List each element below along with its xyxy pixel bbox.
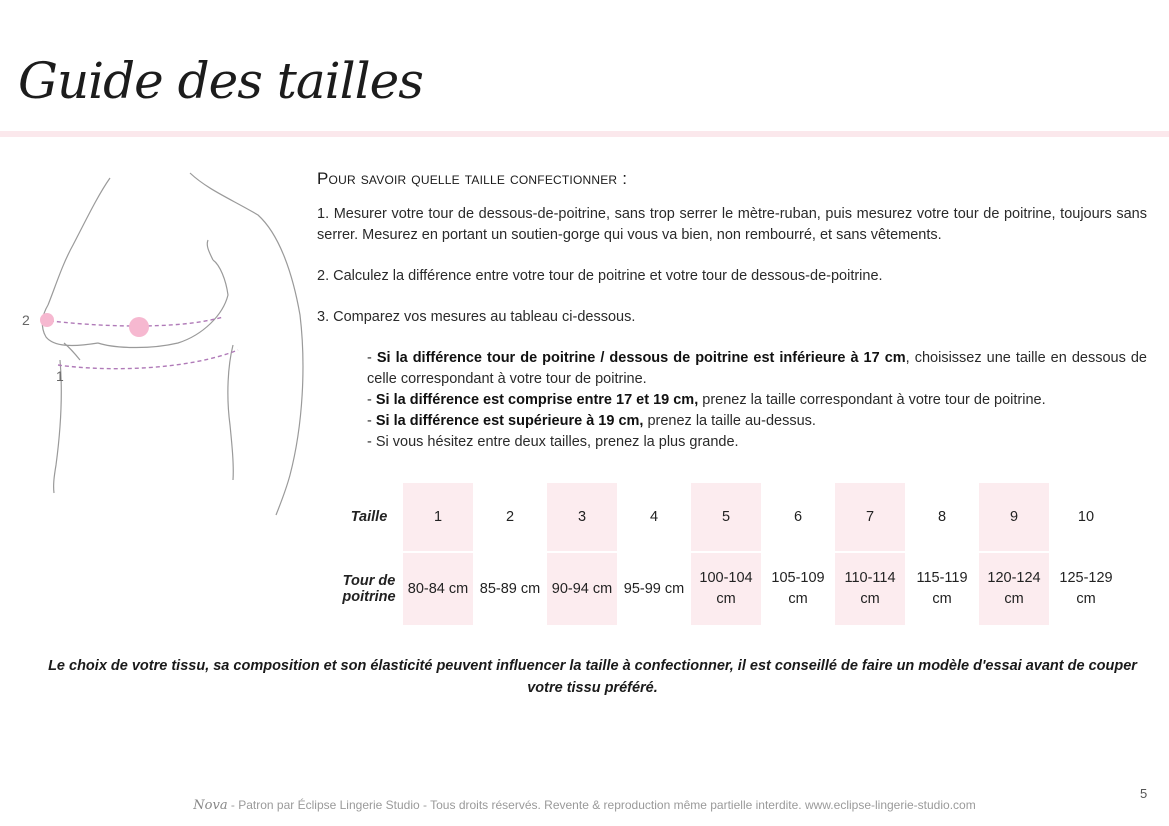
tip-item [367,432,1147,453]
size-cell: 6 [793,508,803,525]
tip-bold: Si la différence est supérieure à 19 cm, [375,413,644,429]
step-2: 2. Calculez la différence entre votre tour de poitrine et votre tour de dessous-de-poitrine. [317,268,883,284]
size-cell: 5 [691,483,761,551]
bust-cell: 115-119 cm [907,551,977,625]
underbust-line [58,350,238,369]
size-table [335,483,1123,625]
size-cell: 8 [937,508,947,525]
bust-cell: 95-99 cm [619,551,689,625]
size-cell: 10 [1077,508,1095,525]
size-cell: 1 [403,483,473,551]
label-bust: 2 [22,312,30,328]
bust-cell: 110-114 cm [835,551,905,625]
tip-prefix: - [367,392,376,408]
bust-cell: 120-124 cm [979,551,1049,625]
bust-marker-left [40,313,54,327]
footer-brand: Nova [193,798,228,813]
size-cell: 2 [505,508,515,525]
tip-text: prenez la taille correspondant à votre tour de poitrine. [698,392,1046,408]
title-divider [0,131,1169,137]
instructions [317,168,1147,453]
tip-item [367,348,1147,390]
bust-cell: 90-94 cm [547,551,617,625]
row-label-bust: Tour de poitrine [337,551,401,625]
fabric-note: Le choix de votre tissu, sa composition et son élasticité peuvent influencer la taille à confectionner, il est conseillé de faire un modèle d'essai avant de couper votre tissu préféré. [48,658,1137,696]
page-number: 5 [1140,786,1148,801]
bust-cell: 105-109 cm [763,551,833,625]
bust-cell: 125-129 cm [1051,551,1121,625]
tip-item [367,411,1147,432]
torso-illustration [18,165,318,525]
tip-bold: Si la différence tour de poitrine / dessous de poitrine est inférieure à 17 cm [376,350,906,366]
tip-text: , choisissez une taille en dessous de celle correspondant à votre tour de poitrine. [367,350,1147,387]
size-cell: 9 [979,483,1049,551]
tip-prefix: - [367,413,376,429]
tip-bold: Si la différence est comprise entre 17 et 19 cm, [375,392,699,408]
page-title: Guide des tailles [18,52,423,110]
table-row-bust [337,551,1121,625]
bust-cell: 85-89 cm [475,551,545,625]
bust-cell: 100-104 cm [691,551,761,625]
step-1: 1. Mesurer votre tour de dessous-de-poitrine, sans trop serrer le mètre-ruban, puis mesurez votre tour de poitrine, toujours sans serrer. Mesurez en portant un soutien-gorge qui vous va bien, non rembourré, et sans vêtements. [317,206,1147,243]
size-cell: 7 [835,483,905,551]
tip-item [367,390,1147,411]
footer [0,798,1169,813]
label-underbust: 1 [56,368,64,384]
tip-prefix: - [367,350,377,366]
measurement-figure [18,165,318,525]
instructions-heading: Pour savoir quelle taille confectionner : [317,169,628,188]
bust-marker-right [129,317,149,337]
table-row-sizes [337,483,1121,551]
size-cell: 3 [547,483,617,551]
tip-text: - Si vous hésitez entre deux tailles, prenez la plus grande. [367,434,739,450]
size-cell: 4 [649,508,659,525]
row-label-size: Taille [350,509,388,525]
tips-list [367,348,1147,453]
step-3: 3. Comparez vos mesures au tableau ci-dessous. [317,309,636,325]
tip-text: prenez la taille au-dessus. [643,413,816,429]
bust-cell: 80-84 cm [403,551,473,625]
footer-text: - Patron par Éclipse Lingerie Studio - Tous droits réservés. Revente & reproduction même partielle interdite. www.eclipse-lingerie-studio.com [227,798,976,812]
